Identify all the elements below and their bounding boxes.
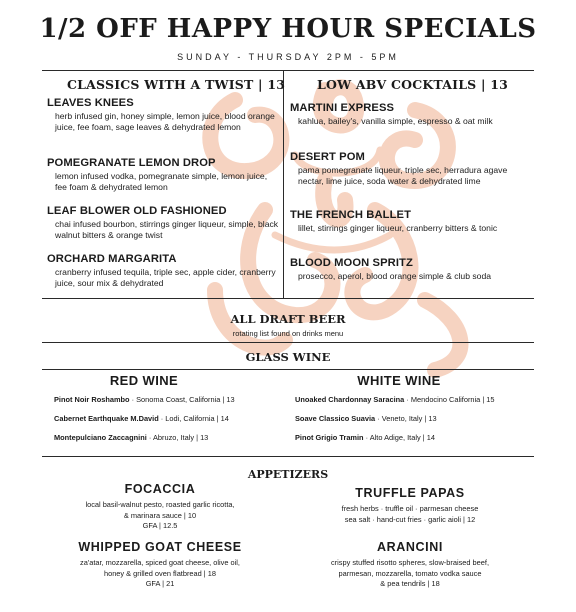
glass-wine-title: GLASS WINE (245, 350, 331, 364)
appetizer-name: TRUFFLE PAPAS (355, 486, 465, 500)
menu-item (290, 101, 514, 127)
appetizer-name: FOCACCIA (124, 482, 196, 496)
menu-item (290, 208, 514, 234)
hours-subtitle: SUNDAY - THURSDAY 2PM - 5PM (177, 52, 399, 62)
low-abv-heading: LOW ABV COCKTAILS | 13 (317, 77, 509, 92)
item-name: THE FRENCH BALLET (290, 209, 412, 221)
menu-item (290, 256, 514, 282)
menu-item (47, 252, 279, 289)
menu-item (47, 156, 279, 193)
menu-item (290, 150, 514, 187)
wine-line: Pinot Noir Roshambo · Sonoma Coast, California | 13 (54, 395, 235, 404)
item-description: chai infused bourbon, stirrings ginger liqueur, simple, black walnut bitters & orange twist (55, 219, 279, 240)
divider (42, 70, 534, 71)
wine-line: Unoaked Chardonnay Saracina · Mendocino California | 15 (295, 395, 495, 404)
item-name: ORCHARD MARGARITA (47, 253, 177, 265)
item-description: herb infused gin, honey simple, lemon juice, blood orange juice, fee foam, sage leaves & dehydrated lemon (55, 111, 275, 132)
wine-line: Pinot Grigio Tramin · Alto Adige, Italy | 14 (295, 433, 435, 442)
divider (42, 456, 534, 457)
menu-item (47, 96, 279, 133)
appetizer-description: za'atar, mozzarella, spiced goat cheese, olive oil, honey & grilled oven flatbread | 18 GFA | 21 (80, 558, 240, 588)
item-name: LEAVES KNEES (47, 97, 134, 109)
appetizer-name: ARANCINI (377, 540, 443, 554)
appetizer-description: local basil-walnut pesto, roasted garlic ricotta, & marinara sauce | 10 GFA | 12.5 (85, 500, 235, 530)
classics-heading: CLASSICS WITH A TWIST | 13 (67, 77, 286, 92)
appetizer-name: WHIPPED GOAT CHEESE (78, 540, 242, 554)
draft-beer-subtitle: rotating list found on drinks menu (232, 329, 344, 338)
item-name: LEAF BLOWER OLD FASHIONED (47, 205, 227, 217)
wine-line: Montepulciano Zaccagnini · Abruzo, Italy | 13 (54, 433, 209, 442)
item-description: pama pomegranate liqueur, triple sec, herradura agave nectar, lime juice, soda water & dehydrated lime (298, 165, 508, 186)
divider (42, 369, 534, 370)
item-name: POMEGRANATE LEMON DROP (47, 157, 216, 169)
item-name: DESERT POM (290, 151, 365, 163)
wine-line: Soave Classico Suavia · Veneto, Italy | 13 (295, 414, 437, 423)
appetizer-description: fresh herbs · truffle oil · parmesan cheese sea salt · hand-cut fries · garlic aioli | 12 (341, 504, 479, 524)
item-name: BLOOD MOON SPRITZ (290, 257, 413, 269)
menu-item (47, 204, 279, 241)
item-description: cranberry infused tequila, triple sec, apple cider, cranberry juice, sour mix & dehydrated (55, 267, 276, 288)
appetizer-description: crispy stuffed risotto spheres, slow-braised beef, parmesan, mozzarella, tomato vodka sauce & pea tendrils | 18 (330, 558, 489, 588)
draft-beer-title: ALL DRAFT BEER (230, 312, 346, 326)
column-divider (283, 70, 284, 298)
white-wine-heading: WHITE WINE (357, 373, 441, 388)
item-description: lemon infused vodka, pomegranate simple, lemon juice, fee foam & dehydrated lemon (55, 171, 268, 192)
page-title: 1/2 OFF HAPPY HOUR SPECIALS (39, 14, 537, 44)
item-description: lillet, stirrings ginger liqueur, cranberry bitters & tonic (298, 223, 498, 233)
divider (42, 298, 534, 299)
appetizers-title: APPETIZERS (247, 468, 329, 481)
wine-line: Cabernet Earthquake M.David · Lodi, California | 14 (54, 414, 229, 423)
item-description: prosecco, aperol, blood orange simple & club soda (298, 271, 491, 281)
item-description: kahlua, bailey's, vanilla simple, espresso & oat milk (298, 116, 493, 126)
item-name: MARTINI EXPRESS (290, 102, 395, 114)
divider (42, 342, 534, 343)
red-wine-heading: RED WINE (109, 373, 179, 388)
